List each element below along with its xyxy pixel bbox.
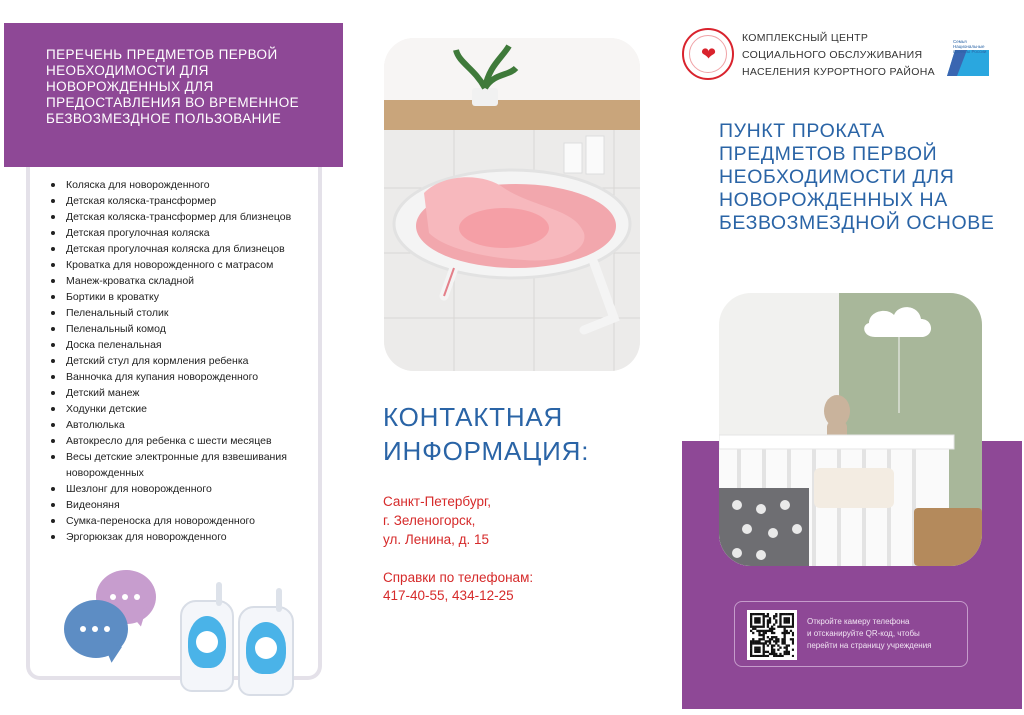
qr-code-box xyxy=(734,601,968,667)
phones-label: Справки по телефонам: xyxy=(383,570,534,585)
service-title: ПУНКТ ПРОКАТА ПРЕДМЕТОВ ПЕРВОЙ НЕОБХОДИМОСТИ ДЛЯ НОВОРОЖДЕННЫХ НА БЕЗВОЗМЕЗДНОЙ ОСНОВЕ xyxy=(719,120,995,234)
baby-bath-photo xyxy=(384,38,640,371)
list-item: Весы детские электронные для взвешивания новорожденных xyxy=(50,449,320,481)
list-item: Сумка-переноска для новорожденного xyxy=(50,513,320,529)
baby-monitor-image xyxy=(180,600,234,692)
list-item: Коляска для новорожденного xyxy=(50,177,320,193)
list-item: Автокресло для ребенка с шести месяцев xyxy=(50,433,320,449)
items-header: ПЕРЕЧЕНЬ ПРЕДМЕТОВ ПЕРВОЙ НЕОБХОДИМОСТИ ДЛЯ НОВОРОЖДЕННЫХ ДЛЯ ПРЕДОСТАВЛЕНИЯ ВО ВРЕМЕННОЕ БЕЗВОЗМЕЗДНОЕ ПОЛЬЗОВАНИЕ xyxy=(4,23,343,167)
heart-icon: ❤ xyxy=(701,44,717,64)
list-item: Доска пеленальная xyxy=(50,337,320,353)
address-line-3: ул. Ленина, д. 15 xyxy=(383,532,490,547)
baby-monitor-image xyxy=(238,606,294,696)
list-item: Автолюлька xyxy=(50,417,320,433)
chat-bubble-icon-blue xyxy=(64,600,128,658)
list-item: Ходунки детские xyxy=(50,401,320,417)
list-item: Детская прогулочная коляска для близнецов xyxy=(50,241,320,257)
list-item: Детская коляска-трансформер для близнецов xyxy=(50,209,320,225)
list-item: Детская прогулочная коляска xyxy=(50,225,320,241)
qr-code[interactable] xyxy=(747,610,797,660)
qr-instructions: Откройте камеру телефона и отсканируйте QR-код, чтобы перейти на страницу учреждения xyxy=(807,617,932,650)
list-item: Детский манеж xyxy=(50,385,320,401)
organization-name: КОМПЛЕКСНЫЙ ЦЕНТР СОЦИАЛЬНОГО ОБСЛУЖИВАНИЯ НАСЕЛЕНИЯ КУРОРТНОГО РАЙОНА xyxy=(742,32,935,78)
contact-title: КОНТАКТНАЯ ИНФОРМАЦИЯ: xyxy=(383,402,590,466)
list-item: Кроватка для новорожденного с матрасом xyxy=(50,257,320,273)
list-item: Детская коляска-трансформер xyxy=(50,193,320,209)
list-item: Эргорюкзак для новорожденного xyxy=(50,529,320,545)
address-line-2: г. Зеленогорск, xyxy=(383,513,476,528)
list-item: Детский стул для кормления ребенка xyxy=(50,353,320,369)
list-item: Ванночка для купания новорожденного xyxy=(50,369,320,385)
national-project-logo: Семья Национальные проекты России xyxy=(945,36,991,78)
items-list xyxy=(50,177,320,545)
list-item: Манеж-кроватка складной xyxy=(50,273,320,289)
list-item: Пеленальный столик xyxy=(50,305,320,321)
organization-logo xyxy=(682,28,734,80)
phone-numbers: 417-40-55, 434-12-25 xyxy=(383,588,514,603)
list-item: Видеоняня xyxy=(50,497,320,513)
list-item: Пеленальный комод xyxy=(50,321,320,337)
list-item: Бортики в кроватку xyxy=(50,289,320,305)
address-line-1: Санкт-Петербург, xyxy=(383,494,491,509)
nursery-crib-photo xyxy=(719,293,982,566)
list-item: Шезлонг для новорожденного xyxy=(50,481,320,497)
